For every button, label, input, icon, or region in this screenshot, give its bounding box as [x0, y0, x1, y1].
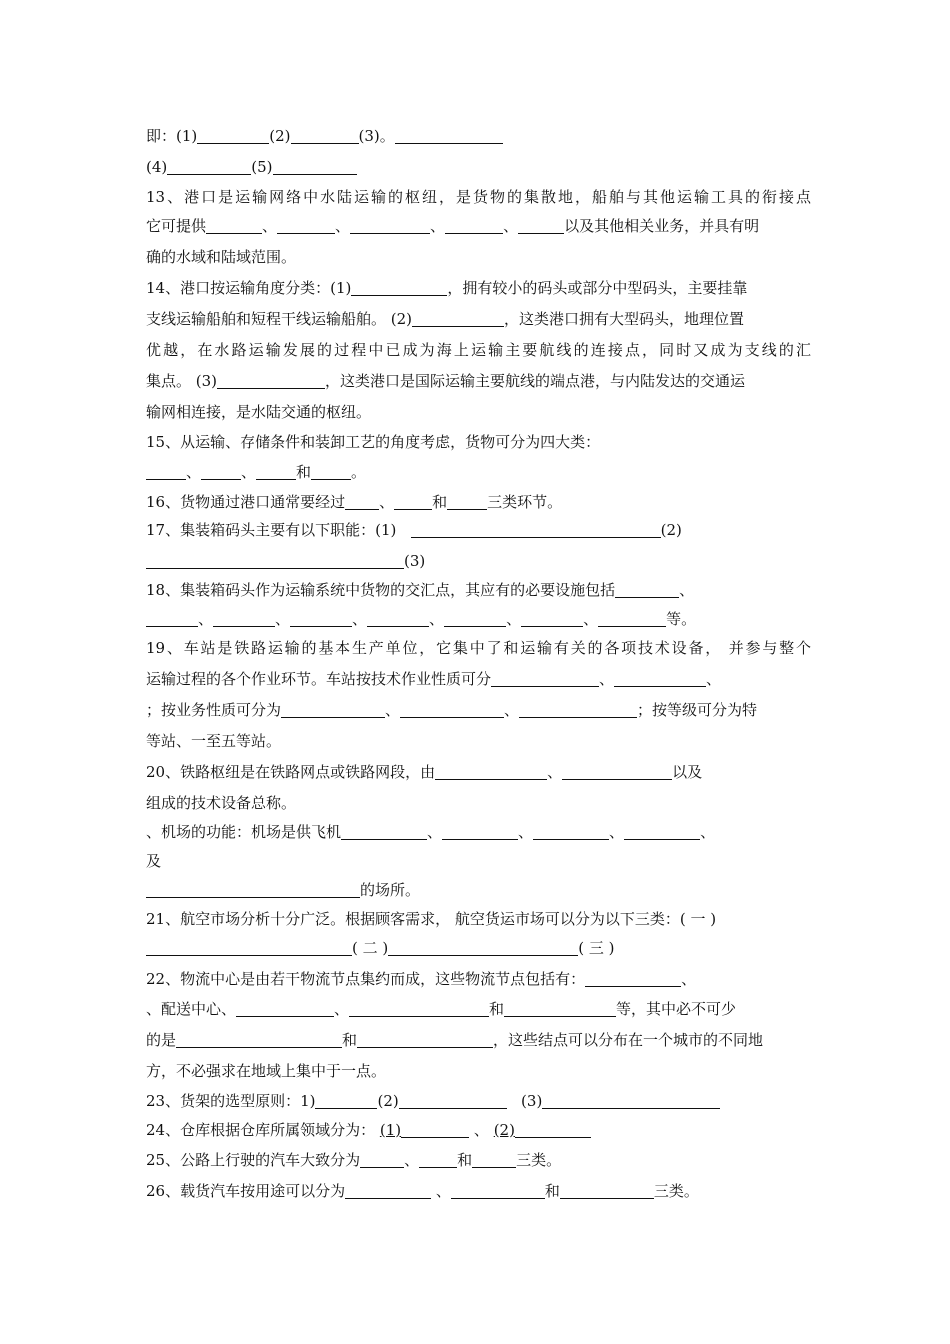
q21-line-2: ( 二 ) ( 三 ) — [146, 938, 811, 958]
blank[interactable] — [624, 823, 700, 840]
q14-line-4: 集点。 (3) ，这类港口是国际运输主要航线的端点港，与内陆发达的交通运 — [146, 372, 746, 390]
q13-line-1: 13、港口是运输网络中水陆运输的枢纽，是货物的集散地，船舶与其他运输工具的衔接点 — [146, 188, 811, 206]
blank[interactable] — [176, 1031, 342, 1048]
blank[interactable] — [167, 158, 251, 175]
blank[interactable] — [349, 1000, 489, 1017]
q22-line-1: 22、物流中心是由若干物流节点集约而成，这些物流节点包括有： 、 — [146, 970, 697, 988]
blank[interactable] — [444, 610, 506, 627]
blank[interactable] — [491, 670, 599, 687]
blank[interactable] — [412, 310, 504, 327]
q14-line-5: 输网相连接，是水陆交通的枢纽。 — [146, 403, 372, 421]
blank[interactable] — [504, 1000, 616, 1017]
q17-line-1: 17、集装箱码头主要有以下职能：(1) (2) — [146, 521, 682, 539]
blank[interactable] — [519, 701, 637, 718]
q19-line-3: ；按业务性质可分为 、 、 ；按等级可分为特 — [146, 701, 758, 719]
blank[interactable] — [560, 1182, 654, 1199]
blank[interactable] — [357, 1031, 493, 1048]
q26-line-1: 26、载货汽车按用途可以分为 、 和 三类。 — [146, 1182, 699, 1200]
q14-line-2: 支线运输船舶和短程干线运输船舶。 (2) ，这类港口拥有大型码头，地理位置 — [146, 310, 745, 328]
blank[interactable] — [201, 463, 241, 480]
q18-line-1: 18、集装箱码头作为运输系统中货物的交汇点，其应有的必要设施包括 、 — [146, 581, 695, 599]
blank[interactable] — [256, 463, 296, 480]
q24-line-1: 24、仓库根据仓库所属领域分为： (1) 、 (2) — [146, 1120, 811, 1140]
blank[interactable] — [419, 1151, 457, 1168]
blank[interactable] — [146, 881, 360, 898]
airport-line-1: 、机场的功能：机场是供飞机 、 、 、 、 — [146, 823, 716, 841]
q19-line-4: 等站、一至五等站。 — [146, 732, 282, 750]
blank[interactable] — [236, 1000, 334, 1017]
q22-line-4: 方，不必强求在地域上集中于一点。 — [146, 1062, 387, 1080]
blank[interactable] — [598, 610, 666, 627]
blank[interactable] — [585, 970, 681, 987]
airport-line-2: 及 — [146, 852, 162, 870]
blank[interactable] — [360, 1151, 404, 1168]
blank[interactable] — [615, 581, 679, 598]
blank[interactable] — [562, 763, 672, 780]
blank[interactable] — [345, 493, 379, 510]
q18-line-2: 、 、 、 、 、 、 等。 — [146, 609, 811, 629]
q20-line-2: 组成的技术设备总称。 — [146, 794, 297, 812]
blank[interactable] — [367, 610, 429, 627]
q13-line-3: 确的水域和陆域范围。 — [146, 248, 297, 266]
blank[interactable] — [399, 1092, 507, 1109]
blank[interactable] — [542, 1092, 720, 1109]
blank[interactable] — [395, 127, 503, 144]
blank[interactable] — [290, 610, 352, 627]
q20-line-1: 20、铁路枢纽是在铁路网点或铁路网段，由 、 以及 — [146, 763, 703, 781]
q13-line-2: 它可提供 、 、 、 、 以及其他相关业务，并具有明 — [146, 217, 760, 235]
blank[interactable] — [217, 372, 325, 389]
q16-line-1: 16、货物通过港口通常要经过 、 和 三类环节。 — [146, 493, 563, 511]
q12-cont-line-1: 即：(1) (2) (3)。 — [146, 126, 811, 146]
q19-line-1: 19、车站是铁路运输的基本生产单位，它集中了和运输有关的各项技术设备， 并参与整个 — [146, 639, 811, 657]
blank[interactable] — [350, 217, 430, 234]
q22-line-2: 、配送中心、 、 和 等，其中必不可少 — [146, 1000, 737, 1018]
blank[interactable] — [521, 610, 583, 627]
blank[interactable] — [273, 158, 357, 175]
blank[interactable] — [401, 1121, 469, 1138]
blank[interactable] — [351, 279, 447, 296]
q14-line-1: 14、港口按运输角度分类：(1) ，拥有较小的码头或部分中型码头，主要挂靠 — [146, 279, 748, 297]
blank[interactable] — [291, 127, 359, 144]
blank[interactable] — [518, 217, 564, 234]
blank[interactable] — [206, 217, 262, 234]
q23-line-1: 23、货架的选型原则：1) (2) (3) — [146, 1091, 811, 1111]
blank[interactable] — [315, 1092, 377, 1109]
blank[interactable] — [394, 493, 432, 510]
blank[interactable] — [281, 701, 385, 718]
q22-line-3: 的是 和 ，这些结点可以分布在一个城市的不同地 — [146, 1031, 764, 1049]
blank[interactable] — [311, 463, 351, 480]
blank[interactable] — [442, 823, 518, 840]
blank[interactable] — [388, 939, 578, 956]
q25-line-1: 25、公路上行驶的汽车大致分为 、 和 三类。 — [146, 1151, 562, 1169]
blank[interactable] — [146, 552, 404, 569]
q17-line-2: (3) — [146, 551, 811, 571]
q21-line-1: 21、航空市场分析十分广泛。根据顾客需求， 航空货运市场可以分为以下三类：( 一 ) — [146, 910, 717, 928]
blank[interactable] — [400, 701, 504, 718]
blank[interactable] — [515, 1121, 591, 1138]
blank[interactable] — [146, 939, 352, 956]
q14-line-3: 优越，在水路运输发展的过程中已成为海上运输主要航线的连接点，同时又成为支线的汇 — [146, 341, 811, 359]
q15-line-2: 、 、 和 。 — [146, 462, 811, 482]
blank[interactable] — [533, 823, 609, 840]
blank[interactable] — [447, 493, 487, 510]
q19-line-2: 运输过程的各个作业环节。车站按技术作业性质可分 、 、 — [146, 670, 722, 688]
blank[interactable] — [345, 1182, 431, 1199]
airport-line-3: 的场所。 — [146, 880, 811, 900]
blank[interactable] — [411, 521, 661, 538]
blank[interactable] — [213, 610, 275, 627]
blank[interactable] — [451, 1182, 545, 1199]
blank[interactable] — [445, 217, 503, 234]
blank[interactable] — [146, 463, 186, 480]
blank[interactable] — [435, 763, 547, 780]
blank[interactable] — [277, 217, 335, 234]
q15-line-1: 15、从运输、存储条件和装卸工艺的角度考虑，货物可分为四大类： — [146, 433, 601, 451]
blank[interactable] — [614, 670, 706, 687]
blank[interactable] — [197, 127, 269, 144]
blank[interactable] — [146, 610, 198, 627]
q12-cont-line-2: (4) (5) — [146, 157, 811, 177]
blank[interactable] — [472, 1151, 516, 1168]
blank[interactable] — [341, 823, 427, 840]
